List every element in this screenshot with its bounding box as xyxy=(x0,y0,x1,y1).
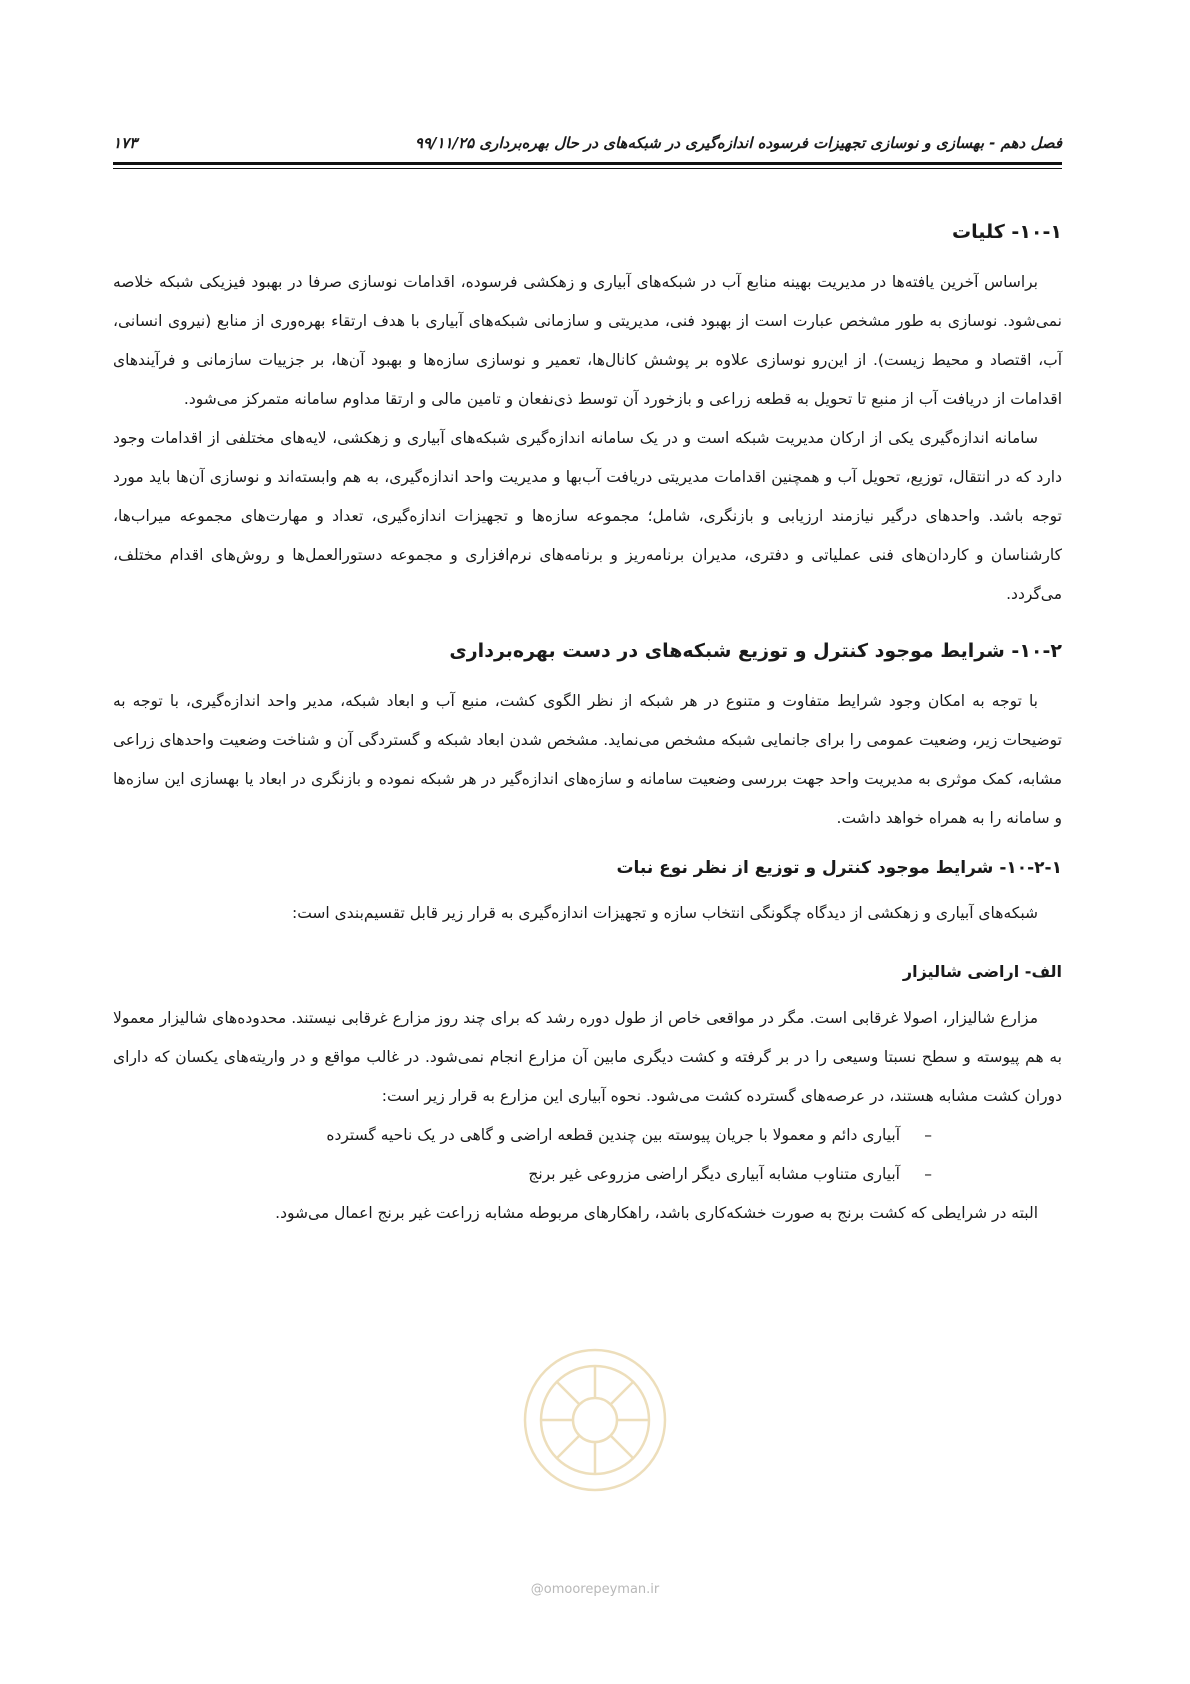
running-header xyxy=(113,126,1062,160)
irrigation-method-list xyxy=(113,1116,1062,1194)
watermark-seal xyxy=(520,1345,670,1495)
list-item xyxy=(113,1116,932,1155)
subsection-heading-paddy: الف- اراضی شالیزار xyxy=(902,962,1062,981)
list-item-text: آبیاری دائم و معمولا با جریان پیوسته بین چندین قطعه اراضی و گاهی در یک ناحیه گسترده xyxy=(326,1126,900,1144)
at-icon: @ xyxy=(530,1582,544,1597)
watermark-url xyxy=(0,1582,1190,1597)
body-text xyxy=(113,215,1062,1233)
paragraph: شبکه‌های آبیاری و زهکشی از دیدگاه چگونگی انتخاب سازه و تجهیزات اندازه‌گیری به قرار زیر قابل تقسیم‌بندی است: xyxy=(291,904,1038,922)
section-heading-general: ۱۰-۱- کلیات xyxy=(952,221,1062,243)
page-number: ۱۷۳ xyxy=(113,134,138,152)
subsection-heading-crop-type: ۱۰-۲-۱- شرایط موجود کنترل و توزیع از نظر نوع نبات xyxy=(616,858,1062,878)
header-rule-thick xyxy=(113,162,1062,165)
paragraph: البته در شرایطی که کشت برنج به صورت خشکه‌کاری باشد، راهکارهای مربوطه مشابه زراعت غیر برنج اعمال می‌شود. xyxy=(275,1204,1038,1222)
chapter-title: فصل دهم - بهسازی و نوسازی تجهیزات فرسوده اندازه‌گیری در شبکه‌های در حال بهره‌برداری ۹۹/۱۱/۲۵ xyxy=(414,134,1062,152)
paragraph: سامانه اندازه‌گیری یکی از ارکان مدیریت شبکه است و در یک سامانه اندازه‌گیری شبکه‌های آبیاری و زهکشی، لایه‌های مختلفی از اقدامات وجود دارد که در انتقال، توزیع، تحویل آب و همچنین اقدامات مدیریتی دریافت آب‌بها و مدیریت واحد اندازه‌گیری، به هم وابسته‌اند و نوسازی آن‌ها باید مورد توجه باشد. واحدهای درگیر نیازمند ارزیابی و بازنگری، شامل؛ مجموعه سازه‌ها و تجهیزات اندازه‌گیری، تعداد و مهارت‌های مجموعه میراب‌ها، کارشناسان و کاردان‌های فنی عملیاتی و دفتری، مدیران برنامه‌ریز و برنامه‌های نرم‌افزاری و مجموعه دستورالعمل‌ها و روش‌های اقدام مختلف، می‌گردد. xyxy=(113,429,1062,603)
paragraph: مزارع شالیزار، اصولا غرقابی است. مگر در مواقعی خاص از طول دوره رشد که برای چند روز مزارع غرقابی نیستند. محدوده‌های شالیزار معمولا به هم پیوسته و سطح نسبتا وسیعی را در بر گرفته و کشت دیگری مابین آن مزارع انجام نمی‌شود. در غالب مواقع و در واریته‌های یکسان که دارای دوران کشت مشابه هستند، در عرصه‌های گسترده کشت می‌شود. نحوه آبیاری این مزارع به قرار زیر است: xyxy=(113,1009,1062,1105)
bullet-dash: – xyxy=(924,1126,932,1144)
paragraph: با توجه به امکان وجود شرایط متفاوت و متنوع در هر شبکه از نظر الگوی کشت، منبع آب و ابعاد شبکه، مدیر واحد اندازه‌گیری، با توجه به توضیحات زیر، وضعیت عمومی را برای جانمایی شبکه مشخص می‌نماید. مشخص شدن ابعاد شبکه و گستردگی آن و شناخت وضعیت واحدهای زراعی مشابه، کمک موثری به مدیریت واحد جهت بررسی وضعیت سامانه و سازه‌های اندازه‌گیر در هر شبکه نموده و بازنگری در ابعاد یا بهسازی این سازه‌ها و سامانه را به همراه خواهد داشت. xyxy=(113,692,1062,827)
watermark-url-text: omoorepeyman.ir xyxy=(543,1582,660,1597)
header-rule-thin xyxy=(113,168,1062,169)
list-item-text: آبیاری متناوب مشابه آبیاری دیگر اراضی مزروعی غیر برنج xyxy=(528,1165,900,1183)
bullet-dash: – xyxy=(924,1165,932,1183)
paragraph: براساس آخرین یافته‌ها در مدیریت بهینه منابع آب در شبکه‌های آبیاری و زهکشی فرسوده، اقدامات نوسازی صرفا در بهبود فیزیکی شبکه خلاصه نمی‌شود. نوسازی به طور مشخص عبارت است از بهبود فنی، مدیریتی و سازمانی شبکه‌های آبیاری با هدف ارتقاء بهره‌وری از منابع (نیروی انسانی، آب، اقتصاد و محیط زیست). از این‌رو نوسازی علاوه بر پوشش کانال‌ها، تعمیر و نوسازی سازه‌ها و بهبود آن‌ها، بر جزییات سازمانی و فرآیندهای اقدامات از دریافت آب از منبع تا تحویل به قطعه زراعی و بازخورد آن توسط ذی‌نفعان و تامین مالی و ارتقا مداوم سامانه متمرکز می‌شود. xyxy=(113,273,1062,408)
section-heading-conditions: ۱۰-۲- شرایط موجود کنترل و توزیع شبکه‌های در دست بهره‌برداری xyxy=(449,640,1062,662)
list-item xyxy=(113,1155,932,1194)
